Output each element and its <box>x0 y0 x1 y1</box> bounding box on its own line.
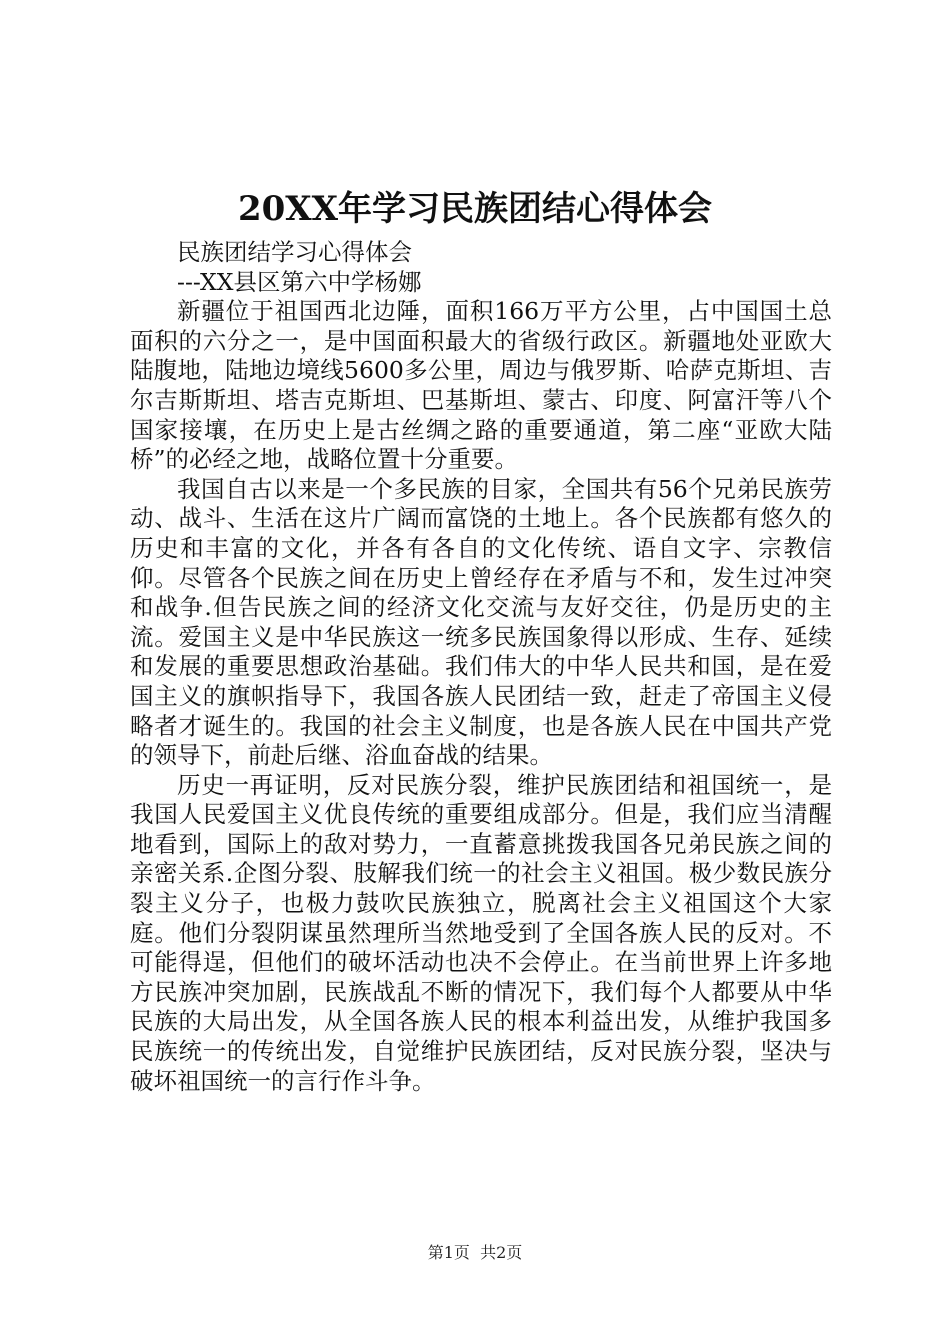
document-body <box>130 238 832 1096</box>
paragraph-3: 历史一再证明，反对民族分裂，维护民族团结和祖国统一，是我国人民爱国主义优良传统的重要组成部分。但是，我们应当清醒地看到，国际上的敌对势力，一直蓄意挑拨我国各兄弟民族之间的亲密关系.企图分裂、肢解我们统一的社会主义祖国。极少数民族分裂主义分子，也极力鼓吹民族独立，脱离社会主义祖国这个大家庭。他们分裂阴谋虽然理所当然地受到了全国各族人民的反对。不可能得逞，但他们的破坏活动也决不会停止。在当前世界上许多地方民族冲突加剧，民族战乱不断的情况下，我们每个人都要从中华民族的大局出发，从全国各族人民的根本利益出发，从维护我国多民族统一的传统出发，自觉维护民族团结，反对民族分裂，坚决与破坏祖国统一的言行作斗争。 <box>130 770 832 1095</box>
page-number-label: 第1页 共2页 <box>427 1243 523 1262</box>
subtitle-line: 民族团结学习心得体会 <box>177 238 412 266</box>
author-line: ---XX县区第六中学杨娜 <box>177 267 422 296</box>
document-title: 20XX年学习民族团结心得体会 <box>237 189 713 229</box>
paragraph-2: 我国自古以来是一个多民族的目家，全国共有56个兄弟民族劳动、战斗、生活在这片广阔而富饶的土地上。各个民族都有悠久的历史和丰富的文化，并各有各自的文化传统、语自文字、宗教信仰。尽管各个民族之间在历史上曾经存在矛盾与不和，发生过冲突和战争.但告民族之间的经济文化交流与友好交往，仍是历史的主流。爱国主义是中华民族这一统多民族国象得以形成、生存、延续和发展的重要思想政治基础。我们伟大的中华人民共和国，是在爱国主义的旗帜指导下，我国各族人民团结一致，赶走了帝国主义侵略者才诞生的。我国的社会主义制度，也是各族人民在中国共产党的领导下，前赴后继、浴血奋战的结果。 <box>130 474 832 770</box>
paragraph-1: 新疆位于祖国西北边陲，面积166万平方公里，占中国国土总面积的六分之一，是中国面积最大的省级行政区。新疆地处亚欧大陆腹地，陆地边境线5600多公里，周边与俄罗斯、哈萨克斯坦、吉尔吉斯斯坦、塔吉克斯坦、巴基斯坦、蒙古、印度、阿富汗等八个国家接壤，在历史上是古丝绸之路的重要通道，第二座“亚欧大陆桥”的必经之地，战略位置十分重要。 <box>130 297 832 474</box>
page-footer <box>0 1241 950 1265</box>
